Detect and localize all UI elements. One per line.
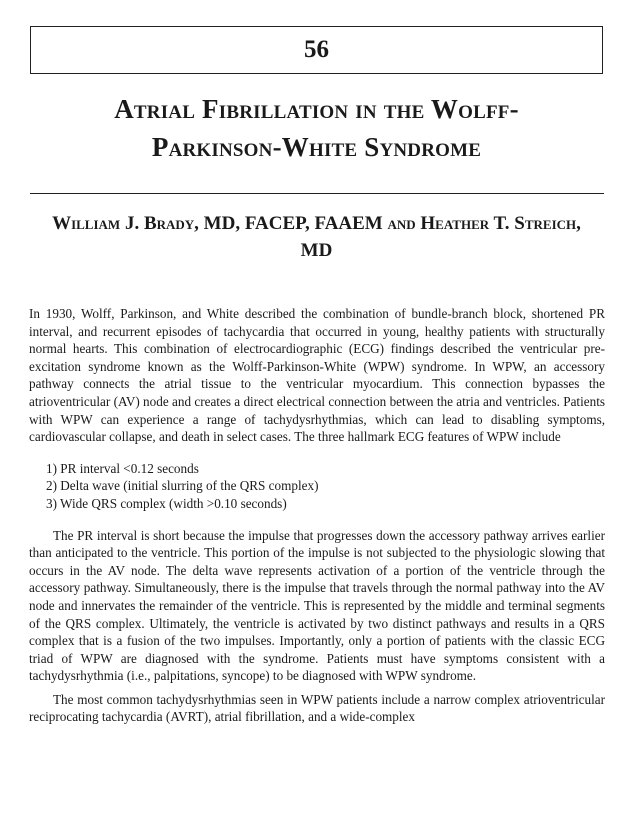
hallmark-item-3: 3) Wide QRS complex (width >0.10 seconds) — [46, 495, 287, 511]
pr-interval-paragraph: The PR interval is short because the impulse that progresses down the accessory pathway arrives earlier than anticipated to the ventricle. This portion of the impulse is not subjected to the physiologic slowing that occurs in the AV node. The delta wave represents activation of a portion of the ventricle through the accessory pathway. Simultaneously, there is the impulse that travels through the normal pathway into the AV node and innervates the remainder of the ventricle. This is represented by the middle and terminal segments of the QRS complex. Ultimately, the ventricle is activated by two distinct pathways and results in a QRS complex that is a fusion of the two impulses. Importantly, only a portion of patients with the classic ECG triad of WPW are diagnosed with the syndrome. Patients must have symptoms consistent with a tachydysrhythmia (i.e., palpitations, syncope) to be diagnosed with WPW syndrome. — [29, 527, 605, 684]
paragraph-spacer — [29, 446, 605, 460]
author-byline — [30, 210, 603, 264]
chapter-number-box — [30, 26, 603, 74]
title-divider — [30, 193, 604, 194]
intro-paragraph: In 1930, Wolff, Parkinson, and White described the combination of bundle-branch block, shortened PR interval, and recurrent episodes of tachycardia that occurred in young, healthy patients with structurally normal hearts. This combination of electrocardiographic (ECG) findings described the ventricular pre-excitation syndrome known as the Wolff-Parkinson-White (WPW) syndrome. In WPW, an accessory pathway connects the atrial tissue to the ventricular myocardium. This connection bypasses the atrioventricular (AV) node and creates a direct electrical connection between the atria and ventricles. Patients with WPW can experience a range of tachydysrhythmias, which can lead to disabling symptoms, cardiovascular collapse, and death in select cases. The three hallmark ECG features of WPW include — [29, 306, 605, 445]
author-line-2: MD — [300, 240, 333, 261]
tachydysrhythmia-paragraph: The most common tachydysrhythmias seen in WPW patients include a narrow complex atrioventricular reciprocating tachycardia (AVRT), atrial fibrillation, and a wide-complex — [29, 691, 605, 725]
paragraph-spacer — [29, 513, 605, 527]
chapter-title-line-1: Atrial Fibrillation in the Wolff- — [114, 94, 519, 124]
hallmark-item-1: 1) PR interval <0.12 seconds — [46, 460, 199, 476]
chapter-body — [29, 305, 605, 726]
hallmark-item-2: 2) Delta wave (initial slurring of the QRS complex) — [46, 478, 319, 494]
chapter-title-line-2: Parkinson-White Syndrome — [151, 132, 482, 162]
hallmark-features-list — [29, 460, 605, 513]
chapter-number: 56 — [304, 36, 329, 63]
chapter-title — [30, 90, 603, 166]
author-line-1: William J. Brady, MD, FACEP, FAAEM and Heather T. Streich, — [52, 213, 581, 234]
